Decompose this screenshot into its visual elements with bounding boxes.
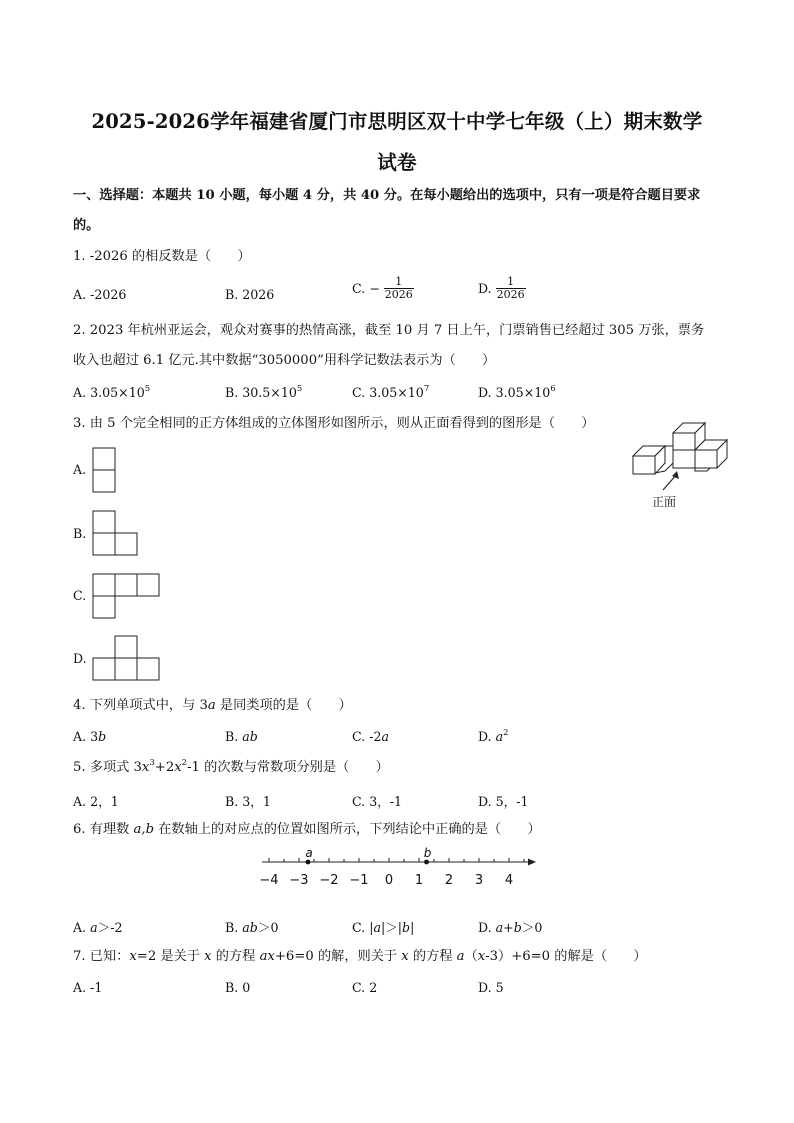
q4-b-pre: B.: [225, 729, 243, 744]
q4-stem-pre: 4. 下列单项式中，与 3: [73, 698, 208, 713]
q1-d-numerator: 1: [496, 276, 526, 289]
q4-b-var: ab: [242, 729, 258, 744]
q3-stem: 3. 由 5 个完全相同的正方体组成的立体图形如图所示，则从正面看得到的图形是（ ）: [73, 416, 595, 431]
q6-d-post: ＞0: [521, 920, 543, 935]
q2-option-b: [225, 385, 302, 400]
number-line-tick-label: −4: [259, 873, 279, 888]
q6-d-var: a+b: [495, 920, 522, 935]
q2-option-a: [73, 385, 150, 400]
q1-c-denominator: 2026: [384, 288, 413, 301]
q4-option-b: [225, 729, 258, 744]
number-line-tick-label: 1: [414, 873, 424, 888]
q5-stem-x1: x: [141, 760, 150, 775]
q7-stem-pre: 7. 已知：: [73, 949, 130, 964]
q1-option-c: [352, 276, 414, 301]
q1-c-fraction: [384, 276, 414, 301]
q2-b-base: B. 30.5×10: [225, 385, 297, 400]
q5-stem-mid: +2: [154, 760, 175, 775]
q2-b-exponent: 5: [296, 384, 303, 394]
q3-option-b-label: B.: [73, 526, 87, 541]
q5-stem-x2: x: [174, 760, 182, 775]
title-line2: 试卷: [377, 151, 417, 174]
q4-c-pre: C. -2: [352, 729, 382, 744]
q7-stem-a: a: [456, 949, 465, 964]
q6-stem-vars: a,b: [133, 822, 155, 837]
q1-d-denominator: 2026: [496, 288, 525, 301]
q4-stem-var: a: [207, 698, 216, 713]
q5-stem-exp1: 3: [149, 758, 155, 768]
point-a-label: a: [305, 846, 313, 860]
point-b-dot: [424, 860, 429, 865]
number-line-tick-label: −1: [349, 873, 369, 888]
q7-stem-t3: +6=0 的解，则关于: [274, 949, 402, 964]
q6-stem-post: 在数轴上的对应点的位置如图所示，下列结论中正确的是（ ）: [154, 822, 541, 837]
title-line1: 2025-2026学年福建省厦门市思明区双十中学七年级（上）期末数学: [91, 110, 703, 133]
q6-option-c: [352, 917, 414, 936]
q3-option-a-figure: [92, 447, 118, 495]
q5-stem-exp2: 2: [181, 758, 188, 768]
q4-d-pre: D.: [478, 729, 496, 744]
q2-stem-line2: 收入也超过 6.1 亿元.其中数据“3050000”用科学记数法表示为（ ）: [73, 353, 496, 368]
number-line-tick-label: 0: [384, 873, 394, 888]
q6-option-a: [73, 917, 123, 936]
q4-d-exponent: 2: [503, 728, 509, 738]
q4-c-var: a: [381, 729, 389, 744]
q3-cube-figure: [628, 418, 728, 513]
q6-c-var1: a: [373, 920, 381, 935]
q6-option-d: [478, 917, 542, 936]
q6-c-post: |: [410, 920, 415, 935]
q7-stem-x4: x: [477, 949, 486, 964]
q4-a-var: b: [98, 729, 107, 744]
q7-stem-x2: x: [204, 949, 212, 964]
q2-c-base: C. 3.05×10: [352, 385, 424, 400]
q4-option-c: [352, 729, 389, 744]
q2-d-exponent: 6: [550, 384, 556, 394]
q4-d-var: a: [495, 729, 504, 744]
q7-stem: [73, 948, 647, 966]
q1-stem: 1. -2026 的相反数是（ ）: [73, 249, 251, 264]
q7-stem-t6: -3）+6=0 的解是（ ）: [485, 949, 647, 964]
q7-stem-t5: （: [464, 949, 478, 964]
point-b-label: b: [423, 846, 432, 860]
q6-stem: [73, 821, 541, 839]
q7-stem-eq: ax: [259, 949, 275, 964]
q2-stem-line1: 2. 2023 年杭州亚运会，观众对赛事的热情高涨，截至 10 月 7 日上午，门票销售已经超过 305 万张，票务: [73, 323, 705, 338]
q3-option-d-label: D.: [73, 651, 87, 666]
q3-option-c-label: C.: [73, 588, 87, 603]
q5-stem: [73, 759, 389, 777]
number-line-tick-label: 2: [444, 873, 454, 888]
q1-c-prefix: C. −: [352, 281, 380, 296]
q6-d-pre: D.: [478, 920, 496, 935]
q6-a-post: ＞-2: [97, 920, 123, 935]
number-line-tick-label: 3: [474, 873, 484, 888]
q2-d-base: D. 3.05×10: [478, 385, 551, 400]
q2-a-base: A. 3.05×10: [73, 385, 145, 400]
q6-c-pre: C. |: [352, 920, 374, 935]
q1-option-a: A. -2026: [73, 287, 127, 302]
q5-option-c: C. 3，-1: [352, 794, 403, 809]
q7-option-c: C. 2: [352, 980, 378, 995]
q3-option-d-figure: [92, 635, 162, 683]
point-a-dot: [306, 860, 311, 865]
q6-option-b: [225, 917, 278, 936]
q7-option-d: D. 5: [478, 980, 504, 995]
q6-c-mid: |＞|: [380, 920, 403, 935]
q6-b-var: ab: [242, 920, 258, 935]
q1-d-prefix: D.: [478, 281, 492, 296]
q4-a-pre: A. 3: [73, 729, 99, 744]
q5-stem-pre: 5. 多项式 3: [73, 760, 142, 775]
q3-option-b-figure: [92, 510, 140, 558]
number-line-arrow: [528, 859, 536, 866]
q6-number-line: [258, 843, 542, 889]
q6-a-pre: A.: [73, 920, 91, 935]
q7-option-b: B. 0: [225, 980, 251, 995]
q1-c-numerator: 1: [384, 276, 414, 289]
section-header-line1: 一、选择题：本题共 10 小题，每小题 4 分，共 40 分。在每小题给出的选项中，只有一项是符合题目要求: [73, 188, 701, 203]
q5-option-d: D. 5，-1: [478, 794, 529, 809]
q7-option-a: A. -1: [73, 980, 103, 995]
q6-b-post: ＞0: [257, 920, 279, 935]
number-line-tick-label: 4: [504, 873, 514, 888]
q1-option-b: B. 2026: [225, 287, 275, 302]
q2-option-c: [352, 385, 429, 400]
q2-c-exponent: 7: [423, 384, 430, 394]
q7-stem-x3: x: [401, 949, 409, 964]
q5-stem-post: -1 的次数与常数项分别是（ ）: [187, 760, 389, 775]
q5-option-b: B. 3，1: [225, 794, 271, 809]
q5-option-a: A. 2，1: [73, 794, 119, 809]
section-header-line2: 的。: [73, 218, 100, 233]
q1-option-d: [478, 276, 526, 301]
q4-stem: [73, 697, 352, 715]
q1-d-fraction: [496, 276, 526, 301]
q3-front-label: 正面: [652, 495, 677, 509]
q6-b-pre: B.: [225, 920, 243, 935]
q4-option-d: [478, 729, 509, 744]
number-line-tick-label: −2: [319, 873, 339, 888]
q7-stem-t1: =2 是关于: [136, 949, 205, 964]
q2-a-exponent: 5: [144, 384, 151, 394]
q6-c-var2: b: [402, 920, 411, 935]
q2-option-d: [478, 385, 556, 400]
q3-option-c-figure: [92, 573, 162, 621]
q3-option-a-label: A.: [73, 462, 87, 477]
q6-stem-pre: 6. 有理数: [73, 822, 134, 837]
q7-stem-x1: x: [129, 949, 137, 964]
q6-a-var: a: [90, 920, 98, 935]
q7-stem-t2: 的方程: [211, 949, 260, 964]
number-line-tick-label: −3: [289, 873, 309, 888]
q4-option-a: [73, 729, 106, 744]
q7-stem-t4: 的方程: [408, 949, 457, 964]
q4-stem-post: 是同类项的是（ ）: [215, 698, 352, 713]
